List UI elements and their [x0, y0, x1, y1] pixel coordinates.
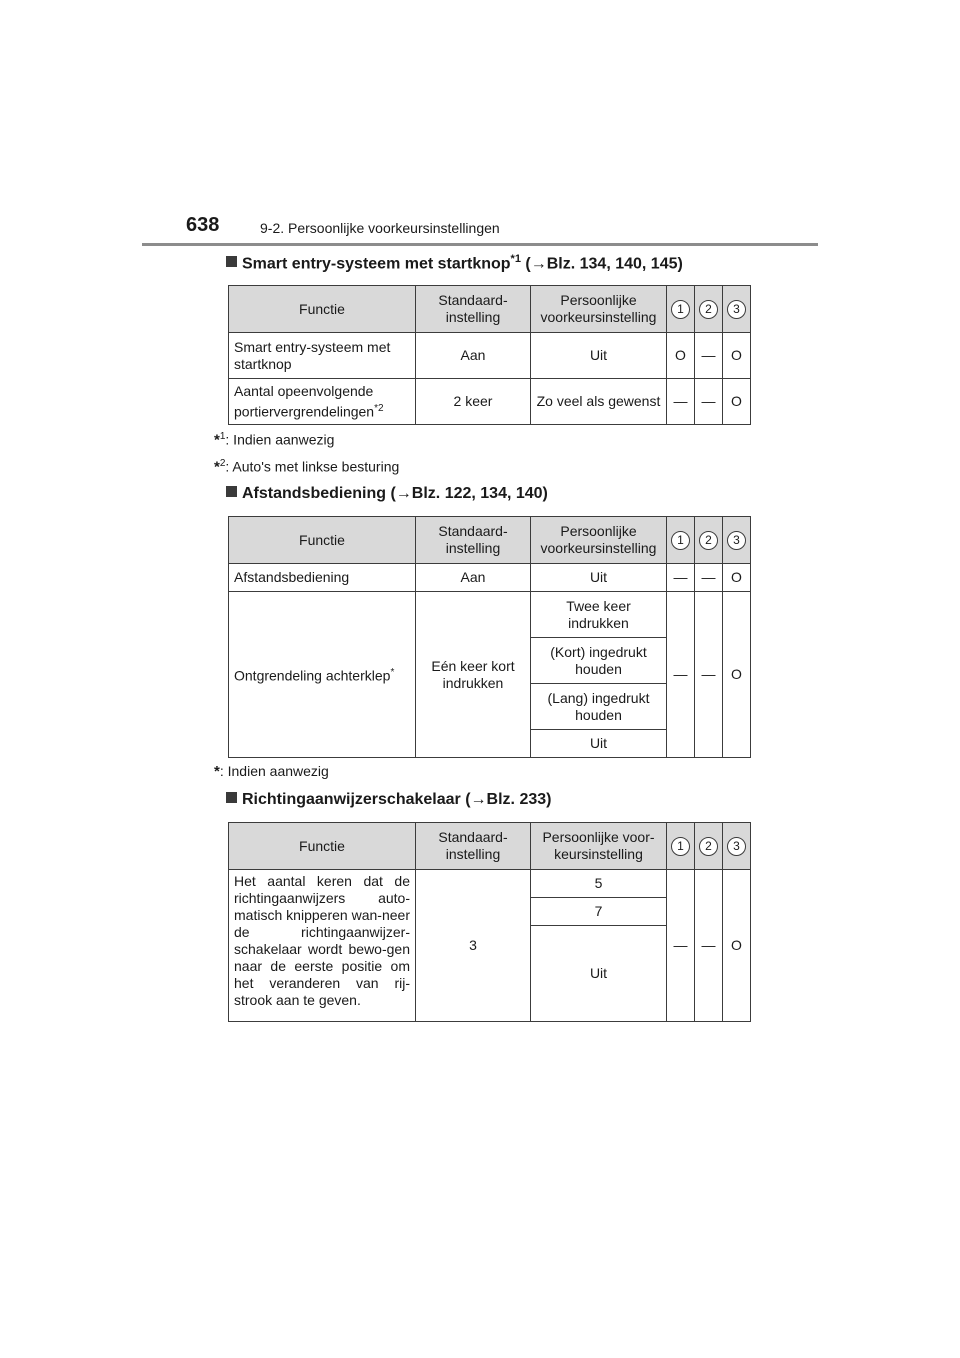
circled-2-icon: 2: [699, 300, 718, 319]
cell-option: 5: [531, 870, 667, 898]
table-row: [229, 870, 751, 898]
cell-default: 3: [416, 870, 531, 1022]
footnote-text: : Auto's met linkse besturing: [225, 458, 400, 475]
table-header-row: [229, 823, 751, 870]
cell-function: Het aantal keren dat de richtingaanwijzers auto-matisch knipperen wan-neer de richtingaanwijzer-schakelaar wordt bewo-gen naar de eerste positie om het veranderen van rij-strook aan te geven.: [229, 870, 416, 1022]
header-divider: [142, 243, 818, 246]
circled-2-icon: 2: [699, 837, 718, 856]
cell-function-text: Aantal opeenvolgende portiervergrendelingen: [234, 382, 375, 420]
cell-default: Eén keer kort indrukken: [416, 592, 531, 758]
remote-heading-text: Afstandsbediening: [242, 485, 387, 502]
turn-signal-table: [228, 822, 751, 1022]
footnote-remote: [214, 763, 329, 780]
cell-mark-2: —: [695, 564, 723, 592]
cell-mark-2: —: [695, 870, 723, 1022]
footnote-number: 2: [219, 458, 226, 469]
footnote-text: : Indien aanwezig: [225, 431, 335, 448]
remote-table: [228, 516, 751, 758]
smart-entry-heading-text: Smart entry-systeem met startknop: [242, 255, 511, 273]
cell-mark-1: O: [667, 333, 695, 379]
cell-option: (Kort) ingedrukt houden: [531, 638, 667, 684]
table-row: [229, 333, 751, 379]
table-header-row: [229, 517, 751, 564]
cell-mark-1: —: [667, 592, 695, 758]
footnote-mark: *: [214, 458, 220, 476]
cell-mark-1: —: [667, 564, 695, 592]
cell-mark-3: O: [723, 592, 751, 758]
smart-entry-heading-footnote: *1: [510, 253, 521, 265]
col-standaard: Standaard-instelling: [416, 823, 531, 870]
cell-mark-3: O: [723, 379, 751, 425]
square-bullet-icon: [226, 256, 237, 267]
remote-heading-ref: (→Blz. 122, 134, 140): [390, 485, 548, 502]
col-functie: Functie: [229, 286, 416, 333]
cell-mark-3: O: [723, 333, 751, 379]
square-bullet-icon: [226, 792, 237, 803]
footnote-text: : Indien aanwezig: [219, 763, 329, 779]
footnote-2: [214, 458, 399, 476]
cell-default: 2 keer: [416, 379, 531, 425]
cell-option: Uit: [531, 333, 667, 379]
cell-default: Aan: [416, 564, 531, 592]
cell-function: Afstandsbediening: [229, 564, 416, 592]
cell-option: Uit: [531, 564, 667, 592]
cell-option: (Lang) ingedrukt houden: [531, 684, 667, 730]
square-bullet-icon: [226, 486, 237, 497]
remote-heading: [226, 485, 548, 503]
cell-option: Twee keer indrukken: [531, 592, 667, 638]
cell-default: Aan: [416, 333, 531, 379]
cell-function: [229, 592, 416, 758]
cell-mark-1: —: [667, 870, 695, 1022]
circled-1-icon: 1: [671, 531, 690, 550]
footnote-number: 1: [219, 431, 226, 442]
cell-function: [229, 379, 416, 425]
cell-option: Uit: [531, 926, 667, 1022]
table-row: [229, 379, 751, 425]
footnote-mark: *: [214, 431, 220, 449]
circled-1-icon: 1: [671, 837, 690, 856]
page-number: 638: [186, 214, 220, 236]
col-persoonlijk: Persoonlijke voor-keursinstelling: [531, 823, 667, 870]
col-functie: Functie: [229, 517, 416, 564]
cell-mark-2: —: [695, 379, 723, 425]
turn-signal-heading: [226, 791, 551, 809]
cell-mark-1: —: [667, 379, 695, 425]
smart-entry-table: [228, 285, 751, 425]
turn-signal-heading-text: Richtingaanwijzerschakelaar: [242, 791, 461, 808]
circled-3-icon: 3: [727, 300, 746, 319]
smart-entry-heading-ref: (→Blz. 134, 140, 145): [525, 255, 683, 273]
cell-mark-2: —: [695, 333, 723, 379]
circled-3-icon: 3: [727, 837, 746, 856]
table-row: [229, 592, 751, 638]
col-persoonlijk: Persoonlijke voorkeursinstelling: [531, 517, 667, 564]
col-standaard: Standaard-instelling: [416, 286, 531, 333]
smart-entry-heading: [226, 253, 683, 273]
col-standaard: Standaard-instelling: [416, 517, 531, 564]
cell-function: Smart entry-systeem met startknop: [229, 333, 416, 379]
table-header-row: [229, 286, 751, 333]
cell-mark-2: —: [695, 592, 723, 758]
circled-1-icon: 1: [671, 300, 690, 319]
cell-mark-3: O: [723, 564, 751, 592]
cell-mark-3: O: [723, 870, 751, 1022]
circled-3-icon: 3: [727, 531, 746, 550]
cell-function-footnote: *: [390, 667, 395, 679]
footnote-1: [214, 431, 334, 449]
col-functie: Functie: [229, 823, 416, 870]
cell-function-footnote: *2: [374, 402, 384, 414]
cell-option: 7: [531, 898, 667, 926]
footnote-mark: *: [214, 763, 220, 780]
circled-2-icon: 2: [699, 531, 718, 550]
cell-option: Zo veel als gewenst: [531, 379, 667, 425]
cell-option: Uit: [531, 730, 667, 758]
turn-signal-heading-ref: (→Blz. 233): [465, 791, 552, 808]
cell-function-text: Ontgrendeling achterklep: [234, 667, 391, 684]
table-row: [229, 564, 751, 592]
col-persoonlijk: Persoonlijke voorkeursinstelling: [531, 286, 667, 333]
section-header: 9-2. Persoonlijke voorkeursinstellingen: [260, 220, 500, 236]
